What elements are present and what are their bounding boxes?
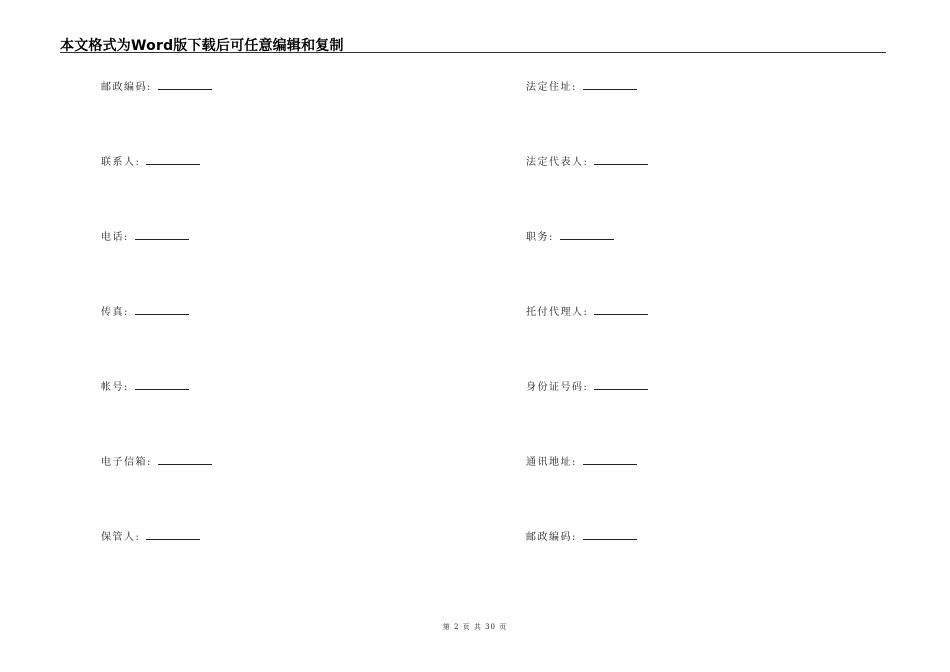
field-left-contact-person <box>101 154 200 170</box>
field-label: 保管人: <box>101 532 141 543</box>
field-left-email <box>101 454 212 470</box>
field-label: 电子信箱: <box>101 457 152 468</box>
field-label: 电话: <box>101 232 129 243</box>
field-right-mailing-address <box>526 454 637 470</box>
fill-in-blank[interactable] <box>594 304 648 315</box>
field-label: 通讯地址: <box>526 457 577 468</box>
field-right-authorized-agent <box>526 304 648 320</box>
fill-in-blank[interactable] <box>594 154 648 165</box>
field-label: 邮政编码: <box>526 532 577 543</box>
field-right-id-number <box>526 379 648 395</box>
field-left-fax <box>101 304 189 320</box>
field-label: 职务: <box>526 232 554 243</box>
field-label: 帐号: <box>101 382 129 393</box>
page-number-footer: 第 2 页 共 30 页 <box>442 623 508 631</box>
field-label: 托付代理人: <box>526 307 589 318</box>
field-right-legal-representative <box>526 154 648 170</box>
fill-in-blank[interactable] <box>135 379 189 390</box>
field-right-legal-address <box>526 79 637 95</box>
field-label: 邮政编码: <box>101 82 152 93</box>
fill-in-blank[interactable] <box>135 304 189 315</box>
field-right-postal-code <box>526 529 637 545</box>
fill-in-blank[interactable] <box>158 454 212 465</box>
field-left-postal-code <box>101 79 212 95</box>
fill-in-blank[interactable] <box>583 529 637 540</box>
field-label: 联系人: <box>101 157 141 168</box>
field-left-account <box>101 379 189 395</box>
field-left-phone <box>101 229 189 245</box>
field-left-custodian <box>101 529 200 545</box>
fill-in-blank[interactable] <box>146 154 200 165</box>
fill-in-blank[interactable] <box>146 529 200 540</box>
fill-in-blank[interactable] <box>594 379 648 390</box>
fill-in-blank[interactable] <box>583 454 637 465</box>
header-divider <box>60 52 886 53</box>
fill-in-blank[interactable] <box>560 229 614 240</box>
page-header-title: 本文格式为Word版下载后可任意编辑和复制 <box>60 38 344 54</box>
fill-in-blank[interactable] <box>583 79 637 90</box>
field-label: 传真: <box>101 307 129 318</box>
field-label: 身份证号码: <box>526 382 589 393</box>
fill-in-blank[interactable] <box>158 79 212 90</box>
fill-in-blank[interactable] <box>135 229 189 240</box>
field-label: 法定住址: <box>526 82 577 93</box>
field-right-position <box>526 229 614 245</box>
field-label: 法定代表人: <box>526 157 589 168</box>
